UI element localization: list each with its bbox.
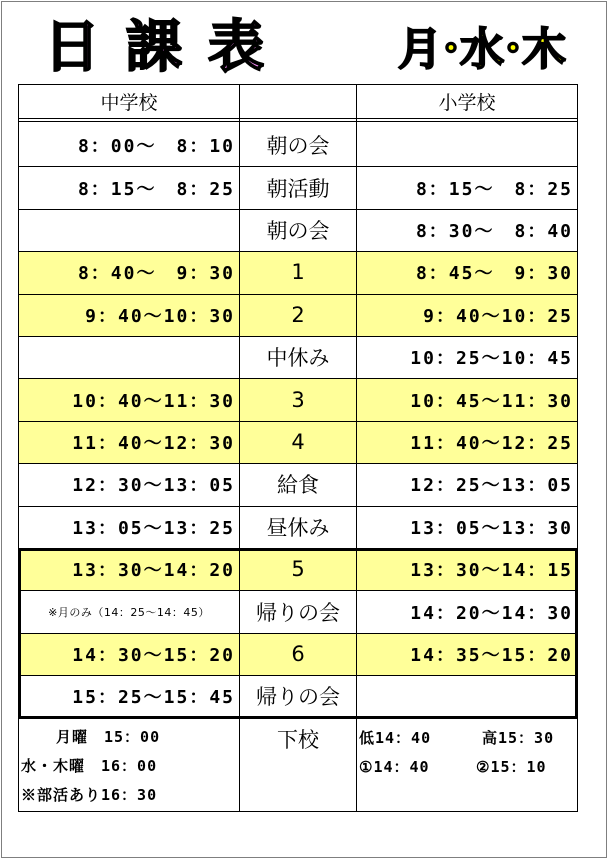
grid-line — [18, 166, 578, 167]
grid-line — [18, 209, 578, 210]
middle-school-dismissal-line: 水・木曜 16：00 — [21, 756, 158, 775]
middle-school-dismissal-line: 月曜 15：00 — [56, 727, 161, 746]
grid-line — [18, 675, 578, 676]
grid-line — [18, 633, 578, 634]
period-label: 朝の会 — [266, 134, 330, 159]
elementary-dismissal-upper: 高15：30 — [482, 728, 555, 747]
middle-school-time: 8：40～ 9：30 — [77, 263, 235, 285]
period-label: 朝活動 — [266, 176, 330, 201]
middle-school-dismissal-line: ※部活あり16：30 — [21, 785, 158, 804]
middle-school-time: 9：40～10：30 — [85, 305, 235, 327]
middle-school-time: 11：40～12：30 — [72, 432, 235, 454]
elementary-school-time: 8：15～ 8：25 — [415, 178, 573, 200]
page-title: 日課表 — [44, 15, 290, 80]
elementary-school-time: 11：40～12：25 — [410, 432, 573, 454]
title-days: 月･水･木 — [398, 24, 564, 75]
elementary-school-time — [357, 675, 577, 717]
grid-line — [356, 84, 357, 811]
middle-school-time — [19, 209, 239, 251]
period-label: 6 — [291, 641, 305, 666]
middle-school-time: 10：40～11：30 — [72, 390, 235, 412]
period-label: 帰りの会 — [256, 685, 340, 710]
elementary-school-time: 10：25～10：45 — [410, 348, 573, 370]
period-label: 昼休み — [266, 515, 330, 540]
elementary-dismissal-lower: 低14：40 — [359, 728, 432, 747]
header-period — [240, 84, 356, 118]
grid-line — [18, 121, 578, 122]
grid-line — [18, 251, 578, 252]
grid-line — [18, 84, 578, 85]
period-label: 1 — [291, 260, 305, 285]
period-label: 5 — [291, 557, 305, 582]
middle-school-time: 15：25～15：45 — [72, 687, 235, 709]
elementary-school-time: 13：05～13：30 — [410, 517, 573, 539]
elementary-school-time: 9：40～10：25 — [423, 305, 573, 327]
period-label: 3 — [291, 387, 305, 412]
middle-school-time: 13：05～13：25 — [72, 517, 235, 539]
elementary-school-time — [357, 124, 577, 166]
middle-school-time: ※月のみ（14：25～14：45） — [48, 605, 210, 619]
elementary-school-time: 8：30～ 8：40 — [415, 220, 573, 242]
period-label: 2 — [291, 302, 305, 327]
grid-line — [18, 590, 578, 591]
grid-line — [18, 463, 578, 464]
grid-line — [239, 84, 240, 811]
grid-line — [18, 336, 578, 337]
elementary-dismissal-second: ②15：10 — [476, 757, 547, 776]
elementary-dismissal-first: ①14：40 — [359, 757, 430, 776]
grid-line — [18, 378, 578, 379]
period-label: 帰りの会 — [256, 600, 340, 625]
middle-school-time: 12：30～13：05 — [72, 475, 235, 497]
header-middle-school: 中学校 — [100, 91, 158, 114]
elementary-school-time: 14：35～15：20 — [410, 644, 573, 666]
afternoon-block-border — [18, 548, 21, 718]
grid-line — [18, 811, 578, 812]
middle-school-time: 8：15～ 8：25 — [77, 178, 235, 200]
grid-line — [18, 294, 578, 295]
afternoon-block-border — [18, 716, 578, 719]
grid-line — [18, 118, 578, 119]
elementary-school-time: 8：45～ 9：30 — [415, 263, 573, 285]
grid-line — [18, 506, 578, 507]
middle-school-time: 8：00～ 8：10 — [77, 136, 235, 158]
elementary-school-time: 14：20～14：30 — [410, 602, 573, 624]
period-label: 朝の会 — [266, 218, 330, 243]
middle-school-time — [19, 336, 239, 378]
elementary-school-time: 13：30～14：15 — [410, 560, 573, 582]
afternoon-block-border — [18, 548, 578, 551]
grid-line — [18, 421, 578, 422]
afternoon-block-border — [575, 548, 578, 718]
period-label: 4 — [291, 429, 305, 454]
period-label: 中休み — [266, 346, 330, 371]
elementary-school-time: 10：45～11：30 — [410, 390, 573, 412]
elementary-school-time: 12：25～13：05 — [410, 475, 573, 497]
middle-school-time: 14：30～15：20 — [72, 644, 235, 666]
header-elementary-school: 小学校 — [438, 91, 496, 114]
period-label: 給食 — [277, 473, 319, 498]
dismissal-label: 下校 — [277, 727, 319, 752]
middle-school-time: 13：30～14：20 — [72, 560, 235, 582]
